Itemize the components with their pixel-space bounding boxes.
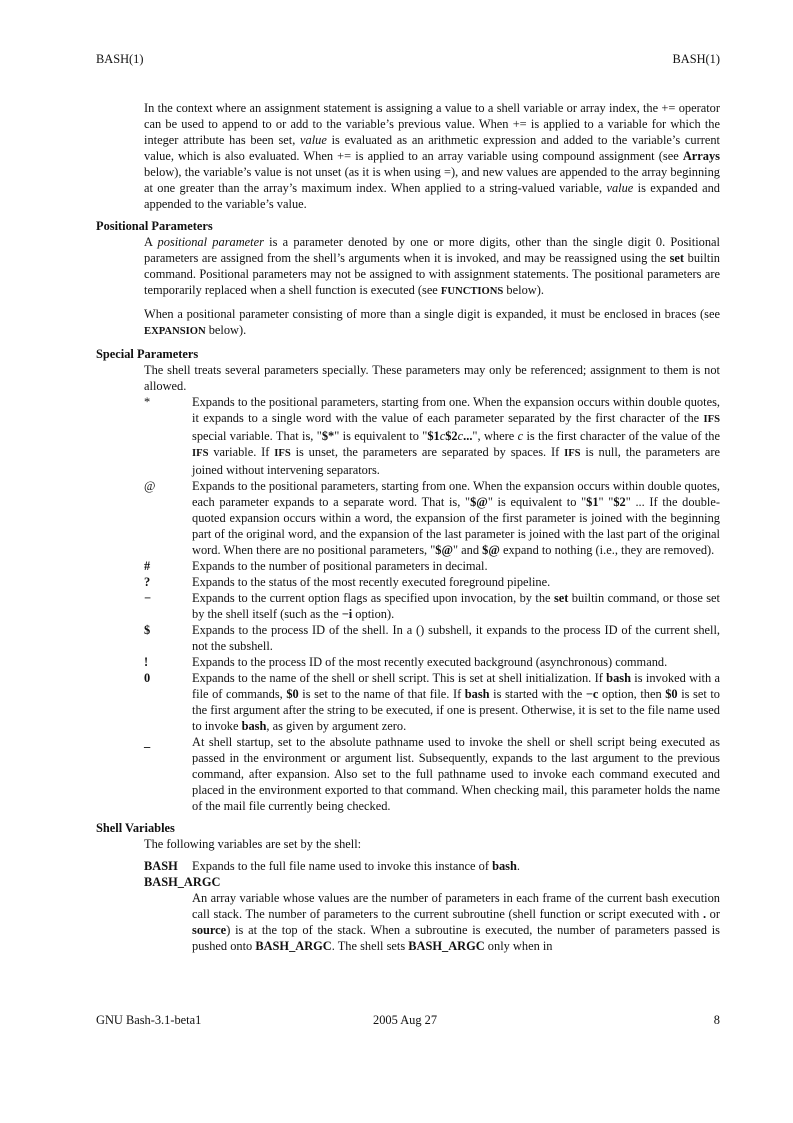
text-run: or (706, 907, 720, 921)
term-positional-parameter: positional parameter (157, 235, 264, 249)
footer-center: 2005 Aug 27 (373, 1013, 438, 1027)
page-header (96, 51, 720, 67)
param-question (144, 574, 720, 590)
append-operator-paragraph (144, 100, 720, 212)
text-run: " is equivalent to " (487, 495, 587, 509)
special-intro: The shell treats several parameters specially. These parameters may only be referenced; assignment to them is not allowed. (144, 363, 720, 393)
option-flag: −c (585, 687, 599, 701)
footer-left: GNU Bash-3.1-beta1 (96, 1013, 202, 1027)
set-command: set (669, 251, 685, 265)
code: $@ (470, 495, 488, 509)
code: $1 (586, 495, 599, 509)
text-run: option, then (598, 687, 666, 701)
code: $2 (445, 429, 458, 443)
param-description: Expands to the status of the most recently executed foreground pipeline. (192, 575, 551, 589)
var-bash (144, 858, 720, 874)
text-run: is the first character of the value of the (523, 429, 720, 443)
set-command: set (553, 591, 569, 605)
code: $* (321, 429, 335, 443)
param-description: Expands to the number of positional parameters in decimal. (192, 559, 488, 573)
term-c: c (439, 429, 446, 443)
param-tag: _ (144, 735, 151, 749)
param-description: Expands to the process ID of the most recently executed background (asynchronous) command. (192, 655, 668, 669)
param-tag: ? (144, 575, 151, 589)
text-run: expand to nothing (i.e., they are removed). (499, 543, 715, 557)
param-description: Expands to the process ID of the shell. In a () subshell, it expands to the process ID of the current shell, not the subshell. (192, 623, 720, 653)
ifs-ref: IFS (703, 414, 720, 425)
var-name: BASH (144, 859, 178, 873)
header-left: BASH(1) (96, 52, 144, 66)
param-star (144, 394, 720, 478)
source-command: source (192, 923, 227, 937)
code: $@ (482, 543, 500, 557)
page-content (96, 100, 720, 954)
header-right: BASH(1) (672, 52, 720, 66)
text-run: only when in (484, 939, 553, 953)
var-bash-argc-name (144, 874, 720, 890)
bash-ref: bash (241, 719, 267, 733)
bash-ref: bash (492, 859, 517, 873)
ifs-ref: IFS (274, 448, 291, 459)
section-heading-shell-variables: Shell Variables (96, 821, 175, 835)
param-dollar (144, 622, 720, 654)
positional-paragraph-2 (144, 306, 720, 340)
arrays-ref: Arrays (682, 149, 720, 163)
text-run: An array variable whose values are the number of parameters in each frame of the current bash execution call stack. The number of parameters to the current subroutine (shell function or script executed with (192, 891, 720, 921)
param-tag: # (144, 559, 151, 573)
code: $@ (435, 543, 453, 557)
text-run: is evaluated as an arithmetic expression and added to the variable’s current value, which is also evaluated. When += is applied to an array variable using compound assignment (see (144, 133, 720, 163)
bash-ref: bash (464, 687, 490, 701)
text-run: A (144, 235, 158, 249)
code: $1 (427, 429, 440, 443)
page-number: 8 (713, 1013, 720, 1027)
dot-command: . (702, 907, 707, 921)
code: $0 (665, 687, 678, 701)
param-zero (144, 670, 720, 734)
param-tag: @ (144, 479, 156, 493)
param-tag: ! (144, 655, 149, 669)
text-run: below). (503, 283, 544, 297)
param-description (192, 670, 720, 734)
text-run: below). (205, 323, 247, 337)
code: $0 (286, 687, 299, 701)
term-value: value (606, 181, 634, 195)
functions-ref: FUNCTIONS (440, 286, 504, 297)
text-run: is expanded and appended to the variable’s value. (144, 181, 720, 211)
param-dash (144, 590, 720, 622)
term-value: value (300, 133, 327, 147)
text-run: " is equivalent to " (334, 429, 428, 443)
var-ref: BASH_ARGC (255, 939, 332, 953)
text-run: " " (598, 495, 614, 509)
text-run: builtin command, or those set by the shell itself (such as the (192, 591, 720, 621)
text-run: Expands to the current option flags as specified upon invocation, by the (192, 591, 554, 605)
param-at (144, 478, 720, 558)
text-run: Expands to the positional parameters, starting from one. When the expansion occurs within double quotes, it expands to a single word with the value of each parameter separated by the first character of the (192, 395, 720, 425)
text-run: Expands to the positional parameters, starting from one. When the expansion occurs within double quotes, each parameter expands to a separate word. That is, " (192, 479, 720, 509)
term-c: c (457, 429, 464, 443)
param-tag: * (144, 395, 151, 409)
text-run: . The shell sets (331, 939, 409, 953)
var-bash-argc-description (192, 890, 720, 954)
text-run: is set to the name of that file. If (298, 687, 465, 701)
text-run: When a positional parameter consisting of more than a single digit is expanded, it must be enclosed in braces (see (144, 307, 720, 321)
term-c: c (517, 429, 524, 443)
param-tag: $ (144, 623, 151, 637)
shell-variables-intro: The following variables are set by the shell: (144, 837, 362, 851)
text-run: Expands to the name of the shell or shell script. This is set at shell initialization. If (192, 671, 607, 685)
text-run: option). (352, 607, 395, 621)
section-heading-positional: Positional Parameters (96, 219, 213, 233)
param-description (192, 394, 720, 478)
param-description: At shell startup, set to the absolute pathname used to invoke the shell or shell script being executed as passed in the environment or argument list. Subsequently, expands to the last argument to the previous command, after expansion. Also set to the full pathname used to invoke each command executed and placed in the environment exported to that command. When checking mail, this parameter holds the name of the mail file currently being checked. (192, 735, 720, 813)
section-heading-special: Special Parameters (96, 347, 199, 361)
text-run: is unset, the parameters are separated by spaces. If (290, 445, 565, 459)
text-run: In the context where an assignment statement is assigning a value to a shell variable or array index, the += operator can be used to append to or add to the variable’s previous value. When += is applied to a variable for which the integer attribute has been set, (144, 101, 720, 147)
text-run: is a parameter denoted by one or more digits, other than the single digit 0. Positional parameters are assigned from the shell’s arguments when it is invoked, and may be reassigned using the (144, 235, 720, 265)
page-footer (96, 1012, 720, 1028)
text-run: is set to the first argument after the string to be executed, if one is present. Otherwise, it is set to the file name used to invoke (192, 687, 720, 733)
param-underscore (144, 734, 720, 814)
text-run: builtin command. Positional parameters may not be assigned to with assignment statements. The positional parameters are temporarily replaced when a shell function is executed (see (144, 251, 720, 297)
text-run: Expands to the full file name used to invoke this instance of (192, 859, 493, 873)
text-run: special variable. That is, " (192, 429, 322, 443)
var-name: BASH_ARGC (144, 875, 221, 889)
code: ... (463, 429, 473, 443)
expansion-ref: EXPANSION (144, 326, 206, 337)
text-run: is invoked with a file of commands, (192, 671, 720, 701)
positional-paragraph-1 (144, 234, 720, 300)
text-run: below), the variable’s value is not unset (as it is when using =), and new values are appended to the array beginning at one greater than the array’s maximum index. When applied to a string-valued variable, (144, 165, 720, 195)
param-hash (144, 558, 720, 574)
text-run: is started with the (489, 687, 586, 701)
text-run: " ... If the double-quoted expansion occurs within a word, the expansion of the first parameter is joined with the beginning part of the original word, and the expansion of the last parameter is joined with the last part of the original word. When there are no positional parameters, " (192, 495, 721, 557)
param-tag: 0 (144, 671, 151, 685)
text-run: variable. If (208, 445, 275, 459)
option-flag: −i (341, 607, 353, 621)
text-run: ", where (472, 429, 518, 443)
bash-ref: bash (606, 671, 631, 685)
text-run: " and (453, 543, 483, 557)
param-tag: − (144, 591, 152, 605)
text-run: . (516, 859, 520, 873)
text-run: ) is at the top of the stack. When a subroutine is executed, the number of parameters passed is pushed onto (192, 923, 720, 953)
var-ref: BASH_ARGC (408, 939, 485, 953)
code: $2 (613, 495, 626, 509)
ifs-ref: IFS (192, 448, 209, 459)
param-description (192, 478, 720, 558)
text-run: , as given by argument zero. (266, 719, 407, 733)
text-run: is null, the parameters are joined without intervening separators. (192, 445, 720, 477)
ifs-ref: IFS (564, 448, 581, 459)
param-bang (144, 654, 720, 670)
param-description (192, 590, 720, 622)
